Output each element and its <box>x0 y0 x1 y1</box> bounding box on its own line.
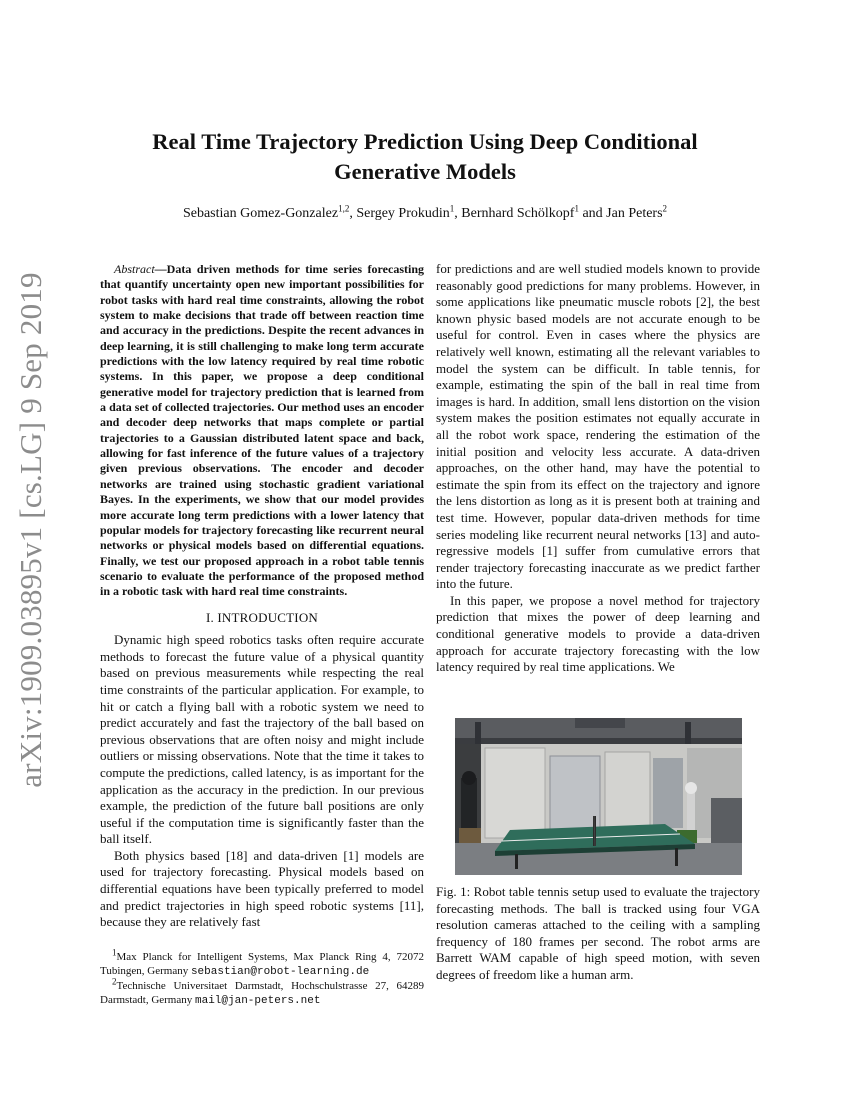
figure-caption: Fig. 1: Robot table tennis setup used to evaluate the trajectory forecasting methods. The ball is tracked using four VGA resolution cameras attached to the ceiling with a sampling frequency of 180 frames per second. The robot arms are Barrett WAM capable of high speed motion, with seven degrees of freedom like a human arm. <box>436 884 760 982</box>
table-tennis-lab-illustration <box>455 718 742 875</box>
author-list <box>60 203 790 222</box>
footnote-mark: 2 <box>112 976 117 987</box>
footnote-text: Max Planck for Intelligent Systems, Max Planck Ring 4, 72072 Tubingen, Germany <box>100 951 424 977</box>
author-separator: and <box>578 206 607 221</box>
arxiv-side-stamp <box>8 272 54 788</box>
intro-paragraph: In this paper, we propose a novel method for trajectory prediction that mixes the power of deep learning and conditional generative models to provide a data-driven approach for accurate trajectory forecasting with the low latency required by real time applications. We <box>436 592 760 675</box>
author-separator: , <box>454 206 462 221</box>
author-name: Sebastian Gomez-Gonzalez <box>182 206 339 221</box>
author-affiliation: 2 <box>662 203 668 214</box>
abstract-dash: — <box>154 262 167 276</box>
footnote-email: mail@jan-peters.net <box>195 995 321 1007</box>
author-affiliation: 1 <box>574 203 579 214</box>
abstract <box>100 262 424 600</box>
arxiv-identifier: arXiv:1909.03895v1 [cs.LG] 9 Sep 2019 <box>13 272 48 788</box>
left-column <box>100 262 424 931</box>
author-name: Jan Peters <box>606 206 663 221</box>
author-affiliation: 1 <box>449 203 455 214</box>
author-separator: , <box>349 206 357 221</box>
abstract-text: Data driven methods for time series forecasting that quantify uncertainty open new important possibilities for robot tasks with hard real time constraints, allowing the robot system to make decisions that trade off between reaction time and accuracy in the predictions. Despite the recent advances in deep learning, it is still challenging to make long term accurate predictions with the low latency required by real time robotic systems. In this paper, we propose a deep conditional generative model for trajectory prediction that is learned from a data set of collected trajectories. Our method uses an encoder and decoder deep networks that maps complete or partial trajectories to a Gaussian distributed latent space and back, allowing for fast inference of the future values of a trajectory given previous observations. The encoder and decoder networks are trained using stochastic gradient variational Bayes. In the experiments, we show that our model provides more accurate long term predictions with a lower latency that popular models for trajectory forecasting like recurrent neural networks or physical models based on differential equations. Finally, we test our proposed approach in a robot table tennis scenario to evaluate the performance of the proposed method in a robotic task with hard real time constraints. <box>100 262 424 599</box>
footnote <box>100 947 424 979</box>
footnote-mark: 1 <box>112 947 117 958</box>
footnote <box>100 976 424 1008</box>
paper-title: Real Time Trajectory Prediction Using Deep Conditional Generative Models <box>152 129 698 184</box>
abstract-lead: Abstract <box>114 262 155 276</box>
figure-photo-table-tennis-lab <box>455 718 742 875</box>
author-affiliation: 1,2 <box>338 203 350 214</box>
footnotes <box>100 947 424 1008</box>
section-heading: I. INTRODUCTION <box>205 609 319 625</box>
footnote-email: sebastian@robot-learning.de <box>190 966 370 978</box>
intro-paragraph: Both physics based [18] and data-driven [1] models are used for trajectory forecasting. Physical models based on differential equations have been typically preferred to model and predict trajectories in high speed robotic systems [11], because they are relatively fast <box>100 847 424 930</box>
author-name: Sergey Prokudin <box>356 206 450 221</box>
footnote-text: Technische Universitaet Darmstadt, Hochschulstrasse 27, 64289 Darmstadt, Germany <box>100 980 424 1006</box>
intro-paragraph: Dynamic high speed robotics tasks often require accurate methods to forecast the future value of a physical quantity based on previous measurements while respecting the real time constraints of the particular application. For example, to hit or catch a flying ball with a robotic system we need to predict accurately and fast the trajectory of the ball based on previous observations that are often noisy and might include outliers or missing observations. Note that the time it takes to compute the predictions, called latency, is as important for the application as the accuracy in the prediction. In our previous example, the prediction of the future ball positions are only useful if the computation time is significantly faster than the ball itself. <box>100 632 424 847</box>
author-name: Bernhard Schölkopf <box>461 206 575 221</box>
intro-paragraph: for predictions and are well studied models known to provide reasonably good predictions for many problems. However, in some applications like pneumatic muscle robots [2], the best known physic based models are not accurate enough to be useful for control. Even in cases where the physics are relatively well known, estimating all the relevant variables to model the system can be difficult. In table tennis, for example, estimating the spin of the ball in real time from images is hard. In addition, small lens distortion on the vision system makes the position estimates not equally accurate in all the robot work space, rendering the estimation of the initial position and velocity less accurate. A data-driven approaches, on the other hand, may have the potential to estimate the spin from its effect on the trajectory and ignore the lens distortion as long as it is present both at training and test time. However, popular data-driven methods for time series modeling like recurrent neural networks [13] and auto-regressive models [1] suffer from cumulative errors that render trajectory forecasting inaccurate as we predict farther into the future. <box>436 261 760 592</box>
right-column <box>436 261 760 676</box>
